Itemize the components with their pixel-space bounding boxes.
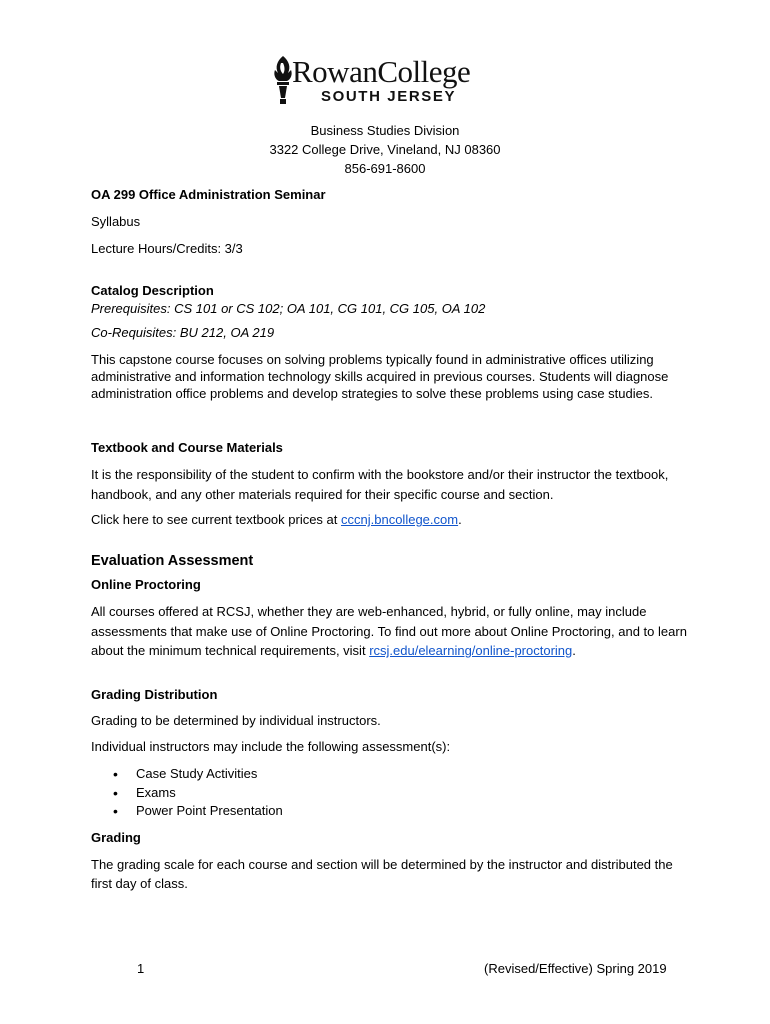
lecture-hours: Lecture Hours/Credits: 3/3 (91, 241, 243, 256)
proctoring-heading: Online Proctoring (91, 577, 201, 592)
assessments-intro: Individual instructors may include the following assessment(s): (91, 739, 451, 754)
proctoring-link[interactable]: rcsj.edu/elearning/online-proctoring (369, 643, 573, 658)
proctoring-text (91, 602, 691, 661)
document-type: Syllabus (91, 214, 141, 229)
textbook-prices-prefix: Click here to see current textbook prices at (91, 512, 342, 527)
prerequisites: Prerequisites: CS 101 or CS 102; OA 101, CG 101, CG 105, OA 102 (91, 301, 486, 316)
page-number: 1 (137, 961, 145, 976)
torch-icon (272, 54, 294, 108)
bookstore-link[interactable]: cccnj.bncollege.com (341, 512, 459, 527)
logo-subtitle: SOUTH JERSEY (321, 88, 457, 105)
textbook-heading: Textbook and Course Materials (91, 440, 283, 455)
distribution-text: Grading to be determined by individual instructors. (91, 713, 381, 728)
course-title: OA 299 Office Administration Seminar (91, 187, 326, 202)
proctoring-suffix: . (572, 643, 576, 658)
evaluation-heading: Evaluation Assessment (91, 553, 254, 569)
revision-date: (Revised/Effective) Spring 2019 (484, 961, 667, 976)
logo-wordmark: RowanCollege (292, 54, 471, 89)
proctoring-body: All courses offered at RCSJ, whether they are web-enhanced, hybrid, or fully online, may include assessments that make use of Online Proctoring. To find out more about Online Proctoring, and to learn about the minimum technical requirements, visit (91, 604, 687, 658)
list-item: • Case Study Activities (91, 765, 283, 784)
street-address: 3322 College Drive, Vineland, NJ 08360 (269, 142, 501, 157)
corequisites: Co-Requisites: BU 212, OA 219 (91, 325, 275, 340)
grading-heading: Grading (91, 830, 141, 845)
distribution-heading: Grading Distribution (91, 687, 218, 702)
textbook-prices-suffix: . (458, 512, 462, 527)
catalog-heading: Catalog Description (91, 283, 214, 298)
college-logo (272, 54, 502, 110)
list-item: • Power Point Presentation (91, 802, 283, 821)
catalog-description: This capstone course focuses on solving problems typically found in administrative offices utilizing administrative and information technology skills acquired in previous courses. Students will diagnose administration office problems and develop strategies to solve these problems using case studies. (91, 352, 669, 401)
assessment-list (91, 765, 283, 821)
textbook-text: It is the responsibility of the student to confirm with the bookstore and/or their instructor the textbook, handbook, and any other materials required for their specific course and section. (91, 467, 669, 502)
list-item: • Exams (91, 784, 283, 803)
grading-text: The grading scale for each course and section will be determined by the instructor and distributed the first day of class. (91, 857, 673, 891)
textbook-prices (91, 512, 462, 527)
division-name: Business Studies Division (310, 123, 460, 138)
phone-number: 856-691-8600 (344, 161, 426, 176)
